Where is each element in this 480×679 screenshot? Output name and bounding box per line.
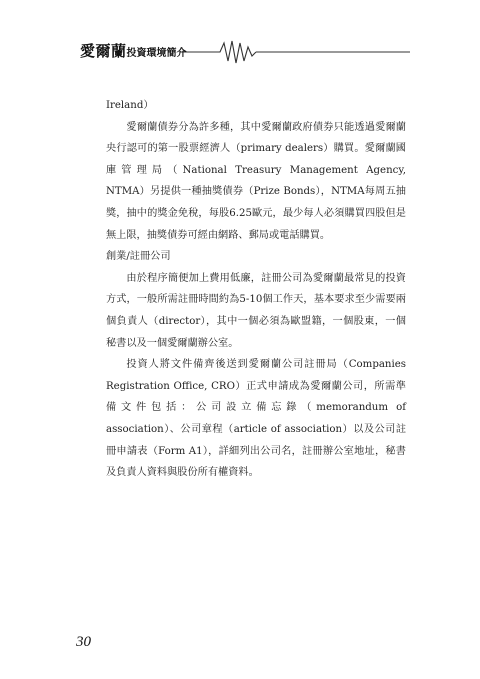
header-wave-line xyxy=(0,34,480,70)
page-number: 30 xyxy=(76,634,91,650)
body-text xyxy=(106,95,406,484)
page-header xyxy=(0,34,480,70)
paragraph-cro: 投資人將文件備齊後送到愛爾蘭公司註冊局（Companies Registration Office, CRO）正式申請成為愛爾蘭公司，所需準備文件包括：公司設立備忘錄（memorandum of association）、公司章程（article of association）以及公司註冊申請表（Form A1），詳細列出公司名，註冊辦公室地址，秘書及負責人資料與股份所有權資料。 xyxy=(106,359,406,479)
header-title-main: 愛爾蘭 xyxy=(80,42,127,60)
paragraph-registration: 由於程序簡便加上費用低廉，註冊公司為愛爾蘭最常見的投資方式，一般所需註冊時間約為5-10個工作天，基本要求至少需要兩個負責人（director），其中一個必須為歐盟籍，一個股東，一個秘書以及一個愛爾蘭辦公室。 xyxy=(106,272,406,349)
header-title-sub: 投資環境簡介 xyxy=(126,48,187,59)
header-title xyxy=(80,40,187,61)
section-title: 創業/註冊公司 xyxy=(106,251,171,263)
paragraph-bonds: 愛爾蘭債券分為許多種，其中愛爾蘭政府債券只能透過愛爾蘭央行認可的第一股票經濟人（primary dealers）購買。愛爾蘭國庫管理局（National Treasury Management Agency, NTMA）另提供一種抽獎債券（Prize Bonds），NTMA每周五抽獎，抽中的獎金免稅，每股6.25歐元，最少每人必須購買四股但是無上限，抽獎債券可經由網路、郵局或電話購買。 xyxy=(106,121,406,241)
paragraph-continuation: Ireland） xyxy=(106,100,154,111)
